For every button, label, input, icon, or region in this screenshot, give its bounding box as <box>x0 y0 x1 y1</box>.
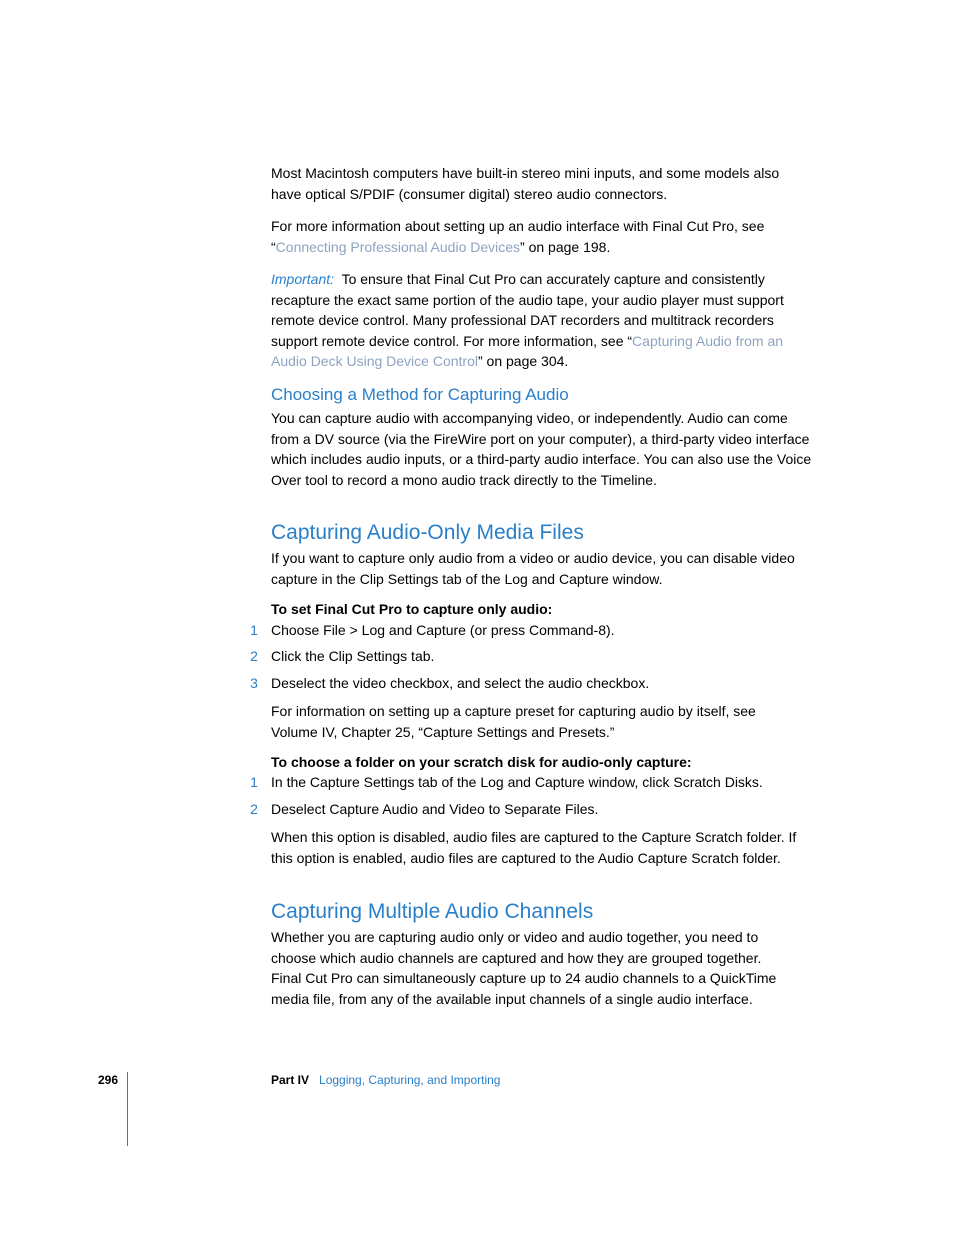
step-text: Choose File > Log and Capture (or press Command-8). <box>271 622 615 638</box>
audio-only-paragraph <box>271 548 831 589</box>
step-number: 3 <box>250 675 258 691</box>
multiple-channels-paragraph <box>271 927 831 1009</box>
paragraph-line: this option is enabled, audio files are captured to the Audio Capture Scratch folder. <box>271 849 781 866</box>
paragraph-line: remote device control. Many professional DAT recorders and multitrack recorders <box>271 312 774 328</box>
step-text: Click the Clip Settings tab. <box>271 648 435 664</box>
paragraph-line: Whether you are capturing audio only or video and audio together, you need to <box>271 929 759 945</box>
cross-reference-link[interactable]: Audio Deck Using Device Control <box>271 353 478 369</box>
section-heading-audio-only: Capturing Audio-Only Media Files <box>271 521 584 544</box>
paragraph-line: choose which audio channels are captured and how they are grouped together. <box>271 949 762 966</box>
step-number: 1 <box>250 774 258 790</box>
step-note <box>271 701 831 742</box>
paragraph-line: For more information about setting up an audio interface with Final Cut Pro, see <box>271 218 765 234</box>
part-title: Logging, Capturing, and Importing <box>319 1073 501 1087</box>
paragraph-line: Over tool to record a mono audio track directly to the Timeline. <box>271 471 657 488</box>
important-label: Important: <box>271 271 335 287</box>
section-heading-choosing-method: Choosing a Method for Capturing Audio <box>271 385 569 404</box>
intro-paragraph <box>271 163 831 204</box>
open-quote: “ <box>271 238 276 255</box>
procedure-title: To choose a folder on your scratch disk for audio-only capture: <box>271 754 692 770</box>
step-text: Deselect the video checkbox, and select the audio checkbox. <box>271 675 650 691</box>
paragraph-line: from a DV source (via the FireWire port on your computer), a third-party video interface <box>271 430 810 447</box>
paragraph-line: have optical S/PDIF (consumer digital) stereo audio connectors. <box>271 185 668 202</box>
paragraph-line: recapture the exact same portion of the audio tape, your audio player must support <box>271 291 784 308</box>
important-text: support remote device control. For more information, see “ <box>271 332 633 349</box>
paragraph-line: capture in the Clip Settings tab of the Log and Capture window. <box>271 570 663 587</box>
paragraph-line: media file, from any of the available input channels of a single audio interface. <box>271 990 753 1007</box>
footer-divider <box>127 1072 128 1146</box>
paragraph-line: If you want to capture only audio from a video or audio device, you can disable video <box>271 550 795 566</box>
step-number: 2 <box>250 648 258 664</box>
paragraph-line: When this option is disabled, audio files are captured to the Capture Scratch folder. If <box>271 829 797 845</box>
paragraph-line: Volume IV, Chapter 25, “Capture Settings and Presets.” <box>271 723 615 740</box>
paragraph-line <box>271 237 831 258</box>
section-heading-multiple-channels: Capturing Multiple Audio Channels <box>271 900 594 923</box>
paragraph-line <box>271 269 831 290</box>
procedure-title: To set Final Cut Pro to capture only audio: <box>271 601 553 617</box>
paragraph-line <box>271 331 831 352</box>
link-suffix: ” on page 304. <box>477 353 569 369</box>
cross-reference-link[interactable]: Connecting Professional Audio Devices <box>275 238 521 255</box>
important-note <box>271 269 831 372</box>
audio-interface-paragraph <box>271 216 831 257</box>
choosing-method-paragraph <box>271 408 831 490</box>
step-number: 2 <box>250 801 258 817</box>
step-number: 1 <box>250 622 258 638</box>
cross-reference-link[interactable]: Capturing Audio from an <box>632 332 784 349</box>
step-note <box>271 827 831 868</box>
paragraph-line: Most Macintosh computers have built-in stereo mini inputs, and some models also <box>271 165 780 181</box>
paragraph-line: which includes audio inputs, or a third-party audio interface. You can also use the Voice <box>271 451 812 467</box>
paragraph-line: For information on setting up a capture preset for capturing audio by itself, see <box>271 703 756 719</box>
paragraph-line: You can capture audio with accompanying video, or independently. Audio can come <box>271 410 788 426</box>
step-text: Deselect Capture Audio and Video to Separate Files. <box>271 801 599 817</box>
page-number: 296 <box>98 1073 119 1087</box>
important-text: To ensure that Final Cut Pro can accurately capture and consistently <box>341 271 765 287</box>
paragraph-line: Final Cut Pro can simultaneously capture up to 24 audio channels to a QuickTime <box>271 970 777 986</box>
paragraph-line <box>271 351 831 372</box>
part-number: Part IV <box>271 1073 310 1087</box>
footer-part-label <box>271 1073 500 1087</box>
link-suffix: ” on page 198. <box>520 238 611 255</box>
step-text: In the Capture Settings tab of the Log and Capture window, click Scratch Disks. <box>271 774 763 790</box>
